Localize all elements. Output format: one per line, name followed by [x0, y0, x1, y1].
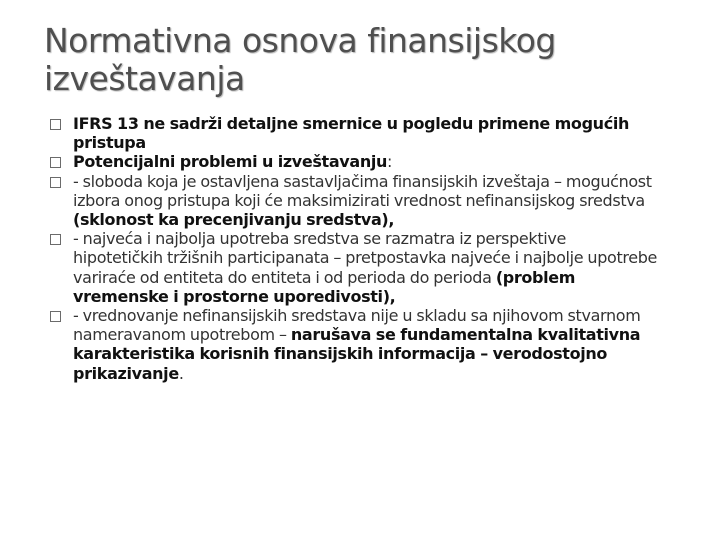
- bullet-text: Potencijalni problemi u izveštavanju: [73, 152, 388, 172]
- bullet-text-period: .: [178, 363, 184, 383]
- bullet-item-ifrs13: [50, 114, 660, 152]
- bullet-item-freedom-of-choice: [50, 172, 660, 230]
- bullet-text: IFRS 13 ne sadrži detaljne smernice u pogledu primene mogućih pristupa: [73, 114, 630, 153]
- bullet-text-colon: :: [387, 152, 393, 172]
- square-bullet-icon: [50, 177, 61, 188]
- bullet-text-emphasis: (problem vremenske i prostorne uporedivosti),: [73, 267, 576, 306]
- square-bullet-icon: [50, 234, 61, 245]
- slide-title: [44, 22, 684, 98]
- bullet-text-emphasis: narušava se fundamentalna kvalitativna karakteristika korisnih finansijskih informacija – verodostojno prikazivanje: [73, 325, 641, 383]
- square-bullet-icon: [50, 119, 61, 130]
- bullet-text: - vrednovanje nefinansijskih sredstava nije u skladu sa njihovom stvarnom nameravanom upotrebom –: [73, 306, 641, 345]
- square-bullet-icon: [50, 157, 61, 168]
- slide-title-line-2: izveštavanja: [44, 59, 245, 98]
- bullet-item-highest-best-use: [50, 229, 660, 306]
- square-bullet-icon: [50, 311, 61, 322]
- bullet-text-emphasis: (sklonost ka precenjivanju sredstva),: [73, 210, 395, 230]
- bullet-item-potential-problems: [50, 152, 660, 171]
- bullet-text: - sloboda koja je ostavljena sastavljačima finansijskih izveštaja – mogućnost izbora onog pristupa koji će maksimizirati vrednost nefinansijskog sredstva: [73, 171, 652, 210]
- bullet-text: - najveća i najbolja upotreba sredstva se razmatra iz perspektive hipotetičkih tržišnih participanata – pretpostavka najveće i najbolje upotrebe variraće od entiteta do entiteta i od perioda do perioda: [73, 229, 658, 287]
- bullet-list: [50, 114, 660, 383]
- slide-title-line-1: Normativna osnova finansijskog: [44, 21, 556, 60]
- bullet-item-valuation-mismatch: [50, 306, 660, 383]
